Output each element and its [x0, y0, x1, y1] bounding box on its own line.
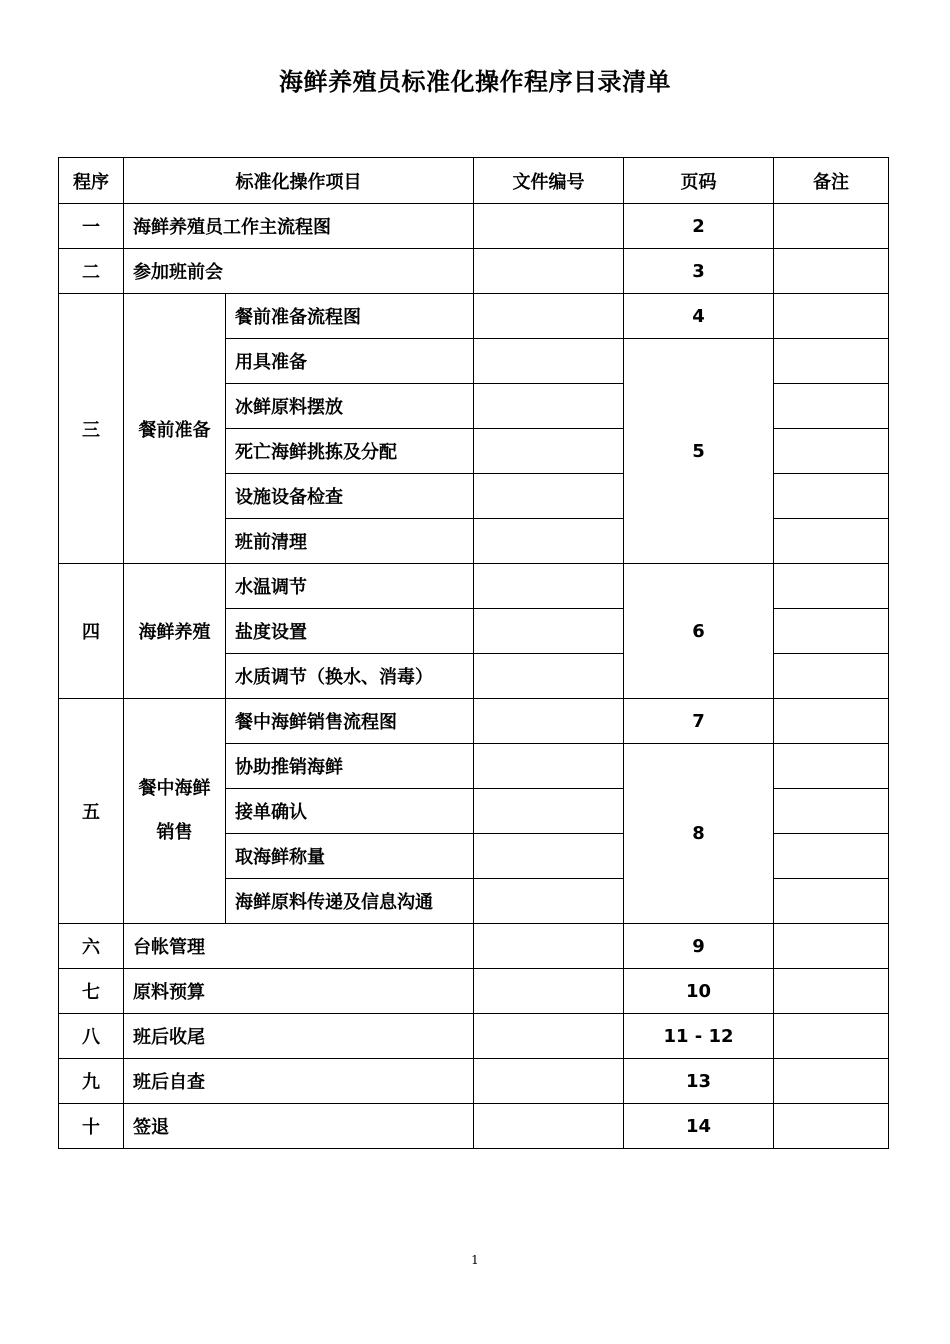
file-number-cell	[474, 924, 624, 969]
file-number-cell	[474, 294, 624, 339]
header-file-number: 文件编号	[474, 158, 624, 204]
table-row	[59, 969, 889, 1014]
row-item: 班后收尾	[124, 1014, 474, 1059]
sub-item: 用具准备	[226, 339, 474, 384]
header-remarks: 备注	[774, 158, 889, 204]
page-cell: 7	[624, 699, 774, 744]
header-procedure: 程序	[59, 158, 124, 204]
table-row	[59, 699, 889, 744]
remarks-cell	[774, 744, 889, 789]
row-item: 参加班前会	[124, 249, 474, 294]
page-cell: 4	[624, 294, 774, 339]
file-number-cell	[474, 384, 624, 429]
remarks-cell	[774, 924, 889, 969]
file-number-cell	[474, 339, 624, 384]
remarks-cell	[774, 969, 889, 1014]
remarks-cell	[774, 654, 889, 699]
sub-item: 餐中海鲜销售流程图	[226, 699, 474, 744]
page-cell: 5	[624, 339, 774, 564]
file-number-cell	[474, 204, 624, 249]
row-number: 九	[59, 1059, 124, 1104]
page-cell: 11 - 12	[624, 1014, 774, 1059]
page-cell: 14	[624, 1104, 774, 1149]
remarks-cell	[774, 339, 889, 384]
remarks-cell	[774, 789, 889, 834]
remarks-cell	[774, 429, 889, 474]
section-group-line-1: 餐中海鲜	[138, 778, 211, 799]
table-row	[59, 924, 889, 969]
remarks-cell	[774, 1059, 889, 1104]
page-cell: 13	[624, 1059, 774, 1104]
file-number-cell	[474, 249, 624, 294]
row-number: 七	[59, 969, 124, 1014]
section-group: 海鲜养殖	[124, 564, 226, 699]
file-number-cell	[474, 564, 624, 609]
remarks-cell	[774, 699, 889, 744]
table-header-row	[59, 158, 889, 204]
remarks-cell	[774, 609, 889, 654]
file-number-cell	[474, 744, 624, 789]
page-cell: 9	[624, 924, 774, 969]
file-number-cell	[474, 519, 624, 564]
row-item: 班后自查	[124, 1059, 474, 1104]
sub-item: 盐度设置	[226, 609, 474, 654]
remarks-cell	[774, 474, 889, 519]
row-item: 台帐管理	[124, 924, 474, 969]
section-group-line-2: 销售	[156, 822, 193, 843]
page-cell: 8	[624, 744, 774, 924]
file-number-cell	[474, 789, 624, 834]
file-number-cell	[474, 879, 624, 924]
page-cell: 10	[624, 969, 774, 1014]
row-number: 一	[59, 204, 124, 249]
sub-item: 冰鲜原料摆放	[226, 384, 474, 429]
document-title: 海鲜养殖员标准化操作程序目录清单	[279, 68, 671, 96]
remarks-cell	[774, 204, 889, 249]
page-cell: 6	[624, 564, 774, 699]
page-cell: 2	[624, 204, 774, 249]
file-number-cell	[474, 1014, 624, 1059]
toc-table	[58, 157, 889, 1149]
row-number: 二	[59, 249, 124, 294]
file-number-cell	[474, 1059, 624, 1104]
section-number: 三	[59, 294, 124, 564]
table-row	[59, 1104, 889, 1149]
row-item: 签退	[124, 1104, 474, 1149]
remarks-cell	[774, 249, 889, 294]
page-cell: 3	[624, 249, 774, 294]
header-page: 页码	[624, 158, 774, 204]
remarks-cell	[774, 384, 889, 429]
remarks-cell	[774, 834, 889, 879]
sub-item: 海鲜原料传递及信息沟通	[226, 879, 474, 924]
remarks-cell	[774, 1014, 889, 1059]
table-row	[59, 294, 889, 339]
sub-item: 班前清理	[226, 519, 474, 564]
page-number: 1	[471, 1253, 479, 1267]
remarks-cell	[774, 879, 889, 924]
section-group: 餐前准备	[124, 294, 226, 564]
remarks-cell	[774, 294, 889, 339]
header-item: 标准化操作项目	[124, 158, 474, 204]
section-number: 五	[59, 699, 124, 924]
sub-item: 餐前准备流程图	[226, 294, 474, 339]
file-number-cell	[474, 969, 624, 1014]
file-number-cell	[474, 474, 624, 519]
table-row	[59, 1014, 889, 1059]
row-item: 海鲜养殖员工作主流程图	[124, 204, 474, 249]
file-number-cell	[474, 609, 624, 654]
sub-item: 设施设备检查	[226, 474, 474, 519]
sub-item: 水温调节	[226, 564, 474, 609]
remarks-cell	[774, 1104, 889, 1149]
row-number: 八	[59, 1014, 124, 1059]
row-item: 原料预算	[124, 969, 474, 1014]
file-number-cell	[474, 654, 624, 699]
table-row	[59, 564, 889, 609]
sub-item: 水质调节（换水、消毒）	[226, 654, 474, 699]
file-number-cell	[474, 834, 624, 879]
remarks-cell	[774, 564, 889, 609]
sub-item: 协助推销海鲜	[226, 744, 474, 789]
table-row	[59, 249, 889, 294]
section-group	[124, 699, 226, 924]
sub-item: 取海鲜称量	[226, 834, 474, 879]
sub-item: 死亡海鲜挑拣及分配	[226, 429, 474, 474]
file-number-cell	[474, 429, 624, 474]
table-row	[59, 1059, 889, 1104]
row-number: 六	[59, 924, 124, 969]
table-row	[59, 204, 889, 249]
sub-item: 接单确认	[226, 789, 474, 834]
file-number-cell	[474, 699, 624, 744]
row-number: 十	[59, 1104, 124, 1149]
file-number-cell	[474, 1104, 624, 1149]
remarks-cell	[774, 519, 889, 564]
section-number: 四	[59, 564, 124, 699]
